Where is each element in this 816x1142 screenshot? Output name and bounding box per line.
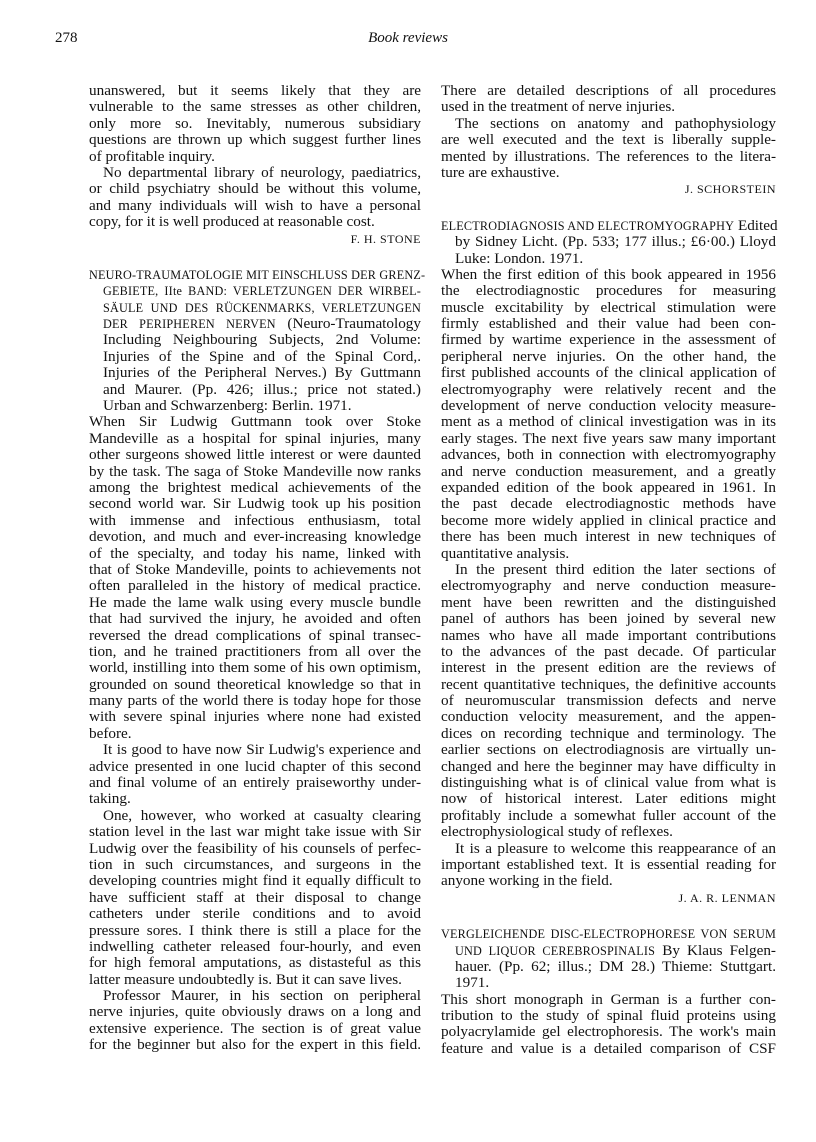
text-line: by the task. The saga of Stoke Mandeville now ranks (89, 462, 421, 480)
review-disc-electrophorese (441, 926, 776, 1057)
review-electrodiagnosis (441, 218, 776, 906)
running-title: Book reviews (368, 30, 448, 46)
review-heading-line (89, 316, 421, 332)
text-line: peripheral nerve injuries. On the other hand, the (441, 347, 776, 365)
text-line: questions are thrown up which suggest further lines (89, 131, 421, 149)
heading-author: By Klaus Felgen- (662, 941, 776, 959)
text-line: and many individuals will wish to have a personal (89, 196, 421, 214)
text-line: development of nerve conduction velocity measure- (441, 397, 776, 415)
text-line: He made the lame walk using every muscle bundle (89, 593, 421, 611)
text-line: extensive experience. The section is of great value (89, 1019, 421, 1037)
text-line: vulnerable to the same stresses as other children, (89, 98, 421, 116)
text-line: tribution to the study of spinal fluid proteins using (441, 1007, 776, 1025)
review-heading-line: NEURO-TRAUMATOLOGIE MIT EINSCHLUSS DER GRENZ- (89, 267, 426, 282)
text-line: or child psychiatry should be without this volume, (89, 180, 421, 198)
text-line: ment as a method of clinical investigation was in its (441, 413, 776, 431)
text-line: advice presented in one lucid chapter of this second (89, 757, 421, 775)
text-line: interest in the present edition are the reviews of (441, 659, 776, 677)
text-line: and nerve conduction measurement, and a greatly (441, 462, 776, 480)
heading-smallcaps: UND LIQUOR CEREBROSPINALIS (455, 943, 656, 958)
text-line: When Sir Ludwig Guttmann took over Stoke (89, 413, 421, 431)
text-line: anyone working in the field. (441, 872, 613, 890)
review-heading-line: 1971. (455, 974, 490, 992)
text-line: One, however, who worked at casualty clearing (103, 806, 421, 824)
text-line: developing countries might find it equally difficult to (89, 872, 421, 890)
text-line: electromyography were relatively recent and the (441, 380, 776, 398)
text-line: taking. (89, 790, 131, 808)
text-line: catheters under sterile conditions and to avoid (89, 905, 421, 923)
text-line: This short monograph in German is a further con- (441, 990, 776, 1008)
text-line: pressure sores. I think there is still a place for the (89, 921, 421, 939)
text-line: first published accounts of the clinical application of (441, 364, 776, 382)
text-line: of profitable inquiry. (89, 147, 215, 165)
text-line: earlier sections on electrodiagnosis are virtually un- (441, 741, 776, 759)
text-line: dices on recording technique and terminology. The (441, 724, 776, 742)
text-line: the electrodiagnostic procedures for measuring (441, 282, 776, 300)
text-line: for the beginner but also for the expert in this field. (89, 1036, 421, 1054)
text-line: used in the treatment of nerve injuries. (441, 98, 676, 116)
text-line: that had survived the injury, he avoided and often (89, 610, 421, 628)
text-line: have sufficient staff at their disposal to change (89, 888, 421, 906)
text-line: and final volume of an entirely praiseworthy under- (89, 774, 421, 792)
review-heading-line: GEBIETE, IIte BAND: VERLETZUNGEN DER WIRBEL- (103, 284, 421, 299)
text-line: panel of authors has been joined by several new (441, 610, 776, 628)
review-heading-line: by Sidney Licht. (Pp. 533; 177 illus.; £6·00.) Lloyd (455, 233, 776, 251)
spacer (89, 247, 421, 267)
review-heading-line (441, 218, 776, 234)
text-line: There are detailed descriptions of all procedures (441, 82, 776, 99)
text-line: nerve injuries, quite obviously draws on a long and (89, 1003, 421, 1021)
text-line: Ludwig over the feasibility of his counsels of perfec- (89, 839, 421, 857)
text-line: feature and value is a detailed comparison of CSF (441, 1039, 776, 1057)
spacer (441, 906, 776, 926)
text-line: distinguishing what is of clinical value from what is (441, 774, 776, 792)
text-line: advances, both in connection with electromyography (441, 446, 776, 464)
review-heading-line: SÄULE UND DES RÜCKENMARKS, VERLETZUNGEN (103, 300, 421, 315)
text-line: often paralleled in the history of medical practice. (89, 577, 421, 595)
review-stone-tail (89, 83, 421, 247)
text-line: indwelling catheter released four-hourly, and even (89, 937, 421, 955)
text-line: In the present third edition the later sections of (455, 560, 776, 578)
text-line: other surgeons showed little interest or were daunted (89, 446, 421, 464)
text-line: Mandeville as a hospital for spinal injuries, many (89, 429, 421, 447)
text-line: latter measure undoubtedly is. But it can save lives. (89, 970, 402, 988)
text-line: mented by illustrations. The references to the litera- (441, 147, 776, 165)
text-line: with immense and infectious enthusiasm, total (89, 511, 421, 529)
text-line: with severe spinal injuries where none had existed (89, 708, 421, 726)
text-line: firmed by wartime experience in the assessment of (441, 331, 776, 349)
review-heading-line: Injuries of the Peripheral Nerves.) By Guttmann (103, 364, 421, 382)
review-heading-line (441, 943, 776, 959)
text-line: reversed the dread complications of spinal transec- (89, 626, 421, 644)
text-line: important established text. It is essential reading for (441, 855, 776, 873)
text-line: tion in such circumstances, and surgeons in the (89, 855, 421, 873)
reviewer-signature: J. SCHORSTEIN (684, 182, 776, 197)
text-line: second world war. Sir Ludwig took up his position (89, 495, 421, 513)
text-line: polyacrylamide gel electrophoresis. The work's main (441, 1023, 776, 1041)
text-line: tion, and he trained practitioners from all over the (89, 642, 421, 660)
review-neuro-traumatologie (89, 267, 426, 1054)
text-line: grounded on sound theoretical knowledge so that in (89, 675, 421, 693)
text-line: the past decade electrodiagnostic methods have (441, 495, 776, 513)
text-line: that of Stoke Mandeville, points to achievements not (89, 560, 421, 578)
review-heading-line: VERGLEICHENDE DISC-ELECTROPHORESE VON SERUM (441, 927, 776, 942)
reviewer-signature: J. A. R. LENMAN (678, 890, 776, 905)
text-line: expanded edition of the book appeared in 1961. In (441, 478, 776, 496)
heading-translation: (Neuro-Traumatology (287, 315, 421, 333)
text-line: The sections on anatomy and pathophysiology (455, 114, 776, 132)
text-line: among the brightest medical achievements of the (89, 478, 421, 496)
text-line: ment have been rewritten and the distinguished (441, 593, 776, 611)
text-line: quantitative analysis. (441, 544, 570, 562)
text-line: firmly established and their value had been con- (441, 315, 776, 333)
text-line: unanswered, but it seems likely that they are (89, 82, 421, 99)
text-line: to the advances of the past decade. Of particular (441, 642, 776, 660)
text-line: become more widely applied in clinical practice and (441, 511, 776, 529)
text-line: It is good to have now Sir Ludwig's experience and (103, 741, 421, 759)
text-line: world, instilling into them some of his own optimism, (89, 659, 421, 677)
right-column (441, 83, 776, 1057)
text-line: of the specialty, and today his name, linked with (89, 544, 421, 562)
review-heading-line: hauer. (Pp. 62; illus.; DM 28.) Thieme: Stuttgart. (455, 957, 776, 975)
text-line: only more so. Inevitably, numerous subsidiary (89, 114, 421, 132)
spacer (441, 198, 776, 218)
text-line: muscle excitability by electrical stimulation were (441, 298, 776, 316)
text-line: ture are exhaustive. (441, 163, 560, 181)
reviewer-signature: F. H. STONE (350, 231, 421, 246)
text-line: Professor Maurer, in his section on peripheral (103, 987, 421, 1005)
text-line: there has been much interest in new techniques of (441, 528, 776, 546)
heading-smallcaps: DER PERIPHEREN NERVEN (103, 317, 276, 332)
text-line: station level in the last war might take issue with Sir (89, 823, 421, 841)
text-line: are well executed and the text is liberally supple- (441, 131, 776, 149)
page-number: 278 (55, 30, 78, 46)
text-line: No departmental library of neurology, paediatrics, (103, 163, 421, 181)
review-heading-line: Including Neighbouring Subjects, 2nd Volume: (103, 331, 421, 349)
review-neuro-traumatologie-tail (441, 83, 776, 198)
review-heading-line: Luke: London. 1971. (455, 249, 584, 267)
text-line: changed and here the beginner may have difficulty in (441, 757, 776, 775)
text-line: names who have all made important contributions (441, 626, 776, 644)
text-line: of neuromuscular transmission defects and nerve (441, 692, 776, 710)
text-line: It is a pleasure to welcome this reappearance of an (455, 839, 776, 857)
text-line: before. (89, 724, 132, 742)
text-line: devotion, and much and ever-increasing knowledge (89, 528, 421, 546)
text-line: copy, for it is well produced at reasonable cost. (89, 213, 375, 231)
text-line: many parts of the world there is today hope for those (89, 692, 421, 710)
heading-editor: Edited (737, 216, 778, 234)
review-heading-line: Urban and Schwarzenberg: Berlin. 1971. (103, 397, 352, 415)
text-line: conduction velocity measurement, and the appen- (441, 708, 776, 726)
left-column (89, 82, 426, 1054)
text-line: now of historical interest. Later editions might (441, 790, 776, 808)
page-header (0, 30, 816, 50)
text-line: profitably include a somewhat fuller account of the (441, 806, 776, 824)
heading-smallcaps: ELECTRODIAGNOSIS AND ELECTROMYOGRAPHY (441, 218, 735, 233)
text-line: electrophysiological study of reflexes. (441, 823, 673, 841)
review-heading-line: Injuries of the Spine and of the Spinal Cord,. (103, 347, 421, 365)
text-line: When the first edition of this book appeared in 1956 (441, 265, 776, 283)
text-line: recent quantitative techniques, the definitive accounts (441, 675, 776, 693)
text-line: early stages. The next five years saw many important (441, 429, 776, 447)
text-line: for high femoral amputations, as distasteful as this (89, 954, 421, 972)
text-line: electromyography and nerve conduction measure- (441, 577, 776, 595)
review-heading-line: and Maurer. (Pp. 426; illus.; price not stated.) (103, 380, 421, 398)
